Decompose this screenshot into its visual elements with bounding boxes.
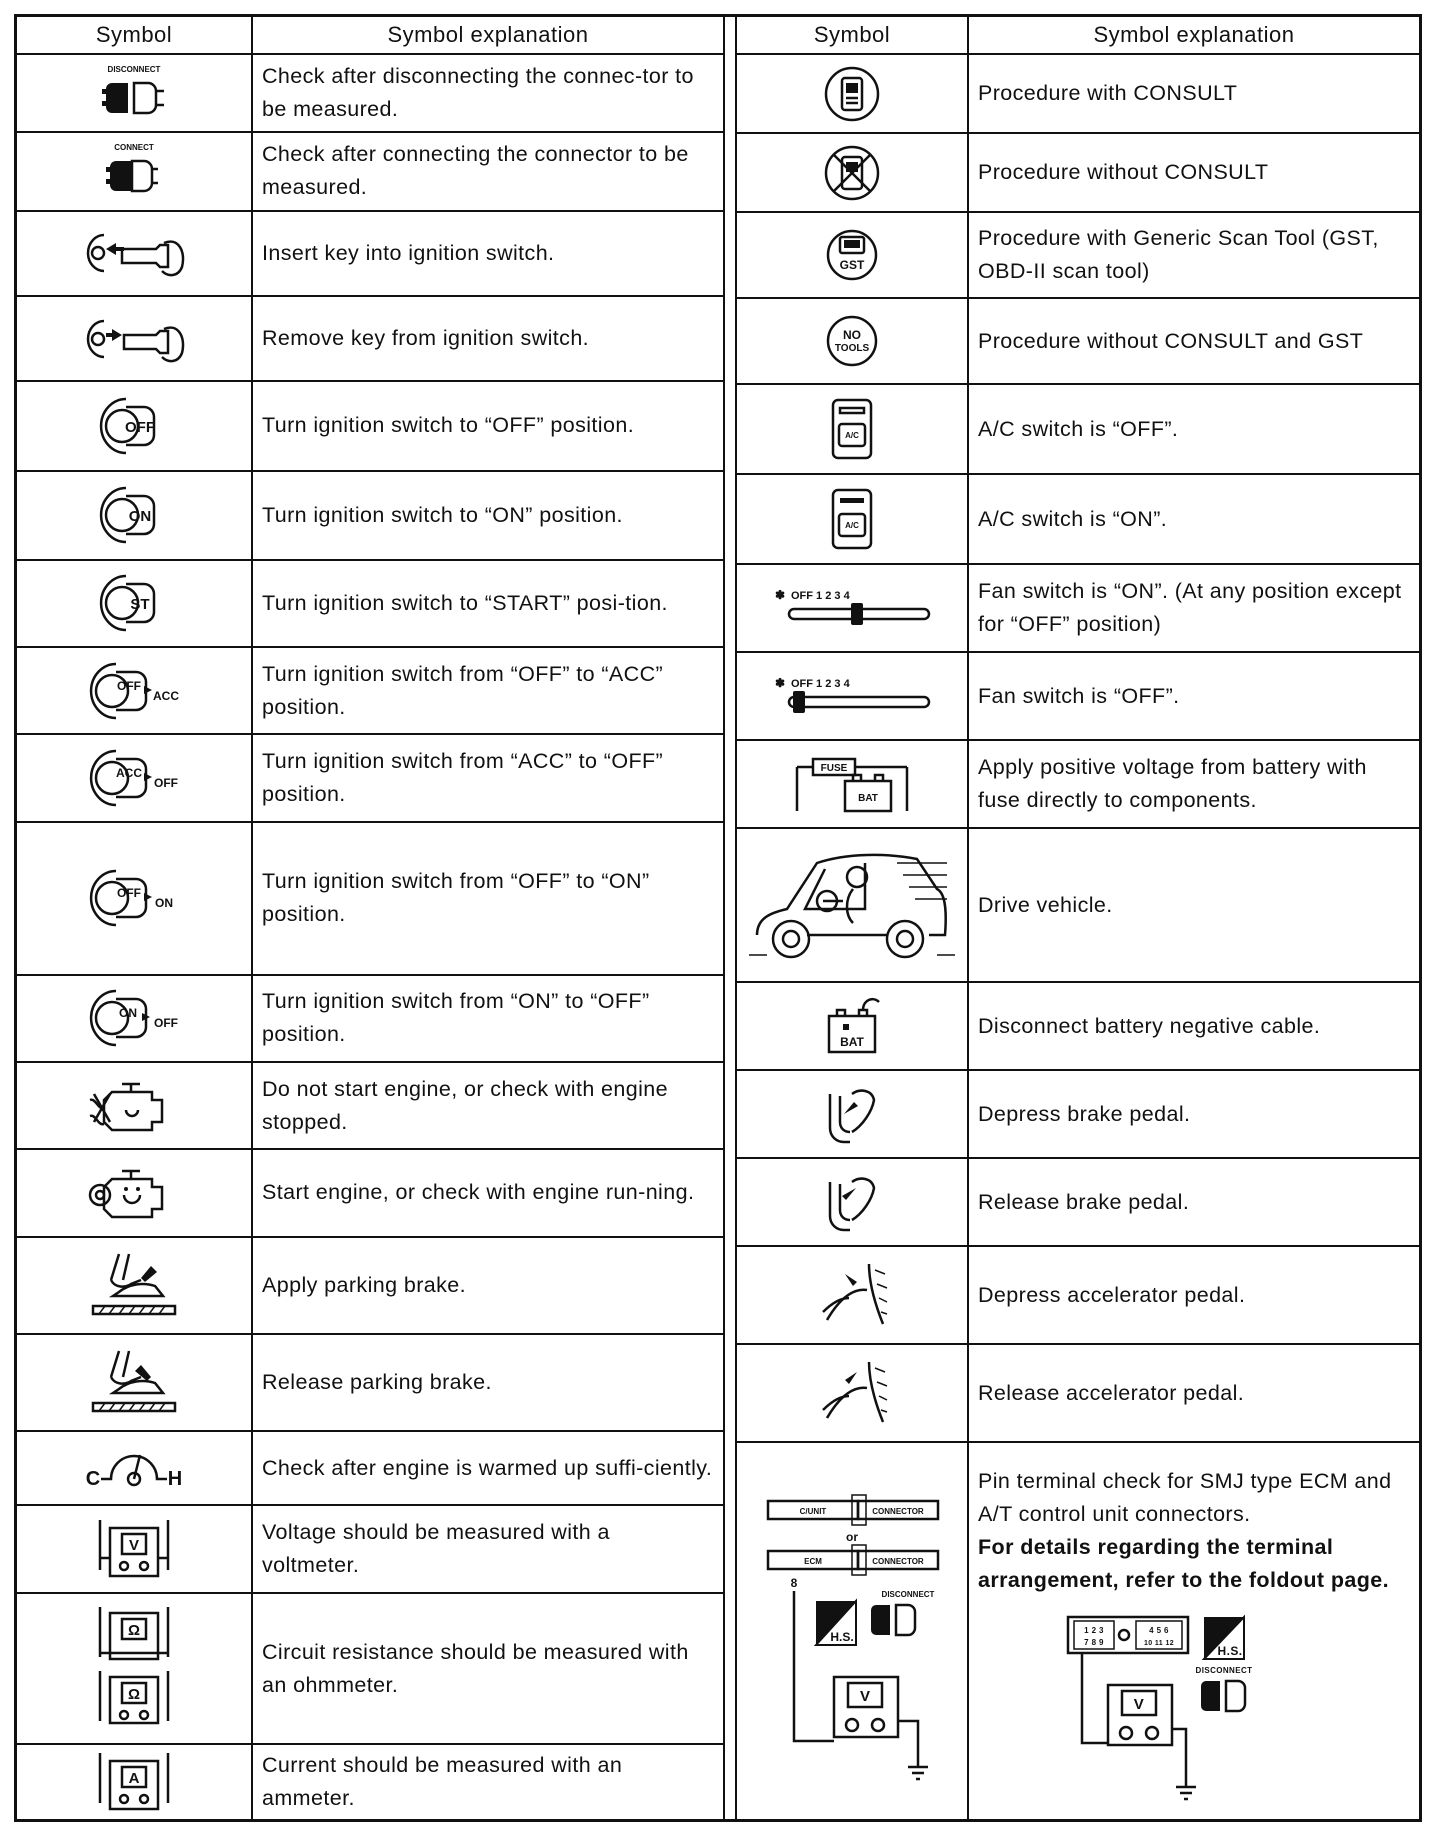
svg-text:TOOLS: TOOLS — [834, 343, 870, 354]
svg-text:FUSE: FUSE — [820, 763, 848, 774]
ignition-off-text: Turn ignition switch to “OFF” position. — [262, 413, 635, 438]
row-drive-vehicle — [737, 829, 1419, 983]
svg-text:✽: ✽ — [775, 588, 786, 602]
ignition-on-text: Turn ignition switch to “ON” position. — [262, 502, 623, 527]
ac-off-text: A/C switch is “OFF”. — [978, 416, 1179, 441]
no-consult-icon — [737, 134, 969, 211]
row-ignition-start — [17, 561, 723, 648]
connect-text: Check after connecting the connector to be measured. — [262, 142, 689, 200]
svg-text:V: V — [859, 1688, 871, 1705]
row-fan-on — [737, 565, 1419, 653]
ignition-on-to-off-icon — [17, 976, 253, 1061]
svg-text:A/C: A/C — [845, 521, 859, 530]
warm-up-gauge-icon — [17, 1432, 251, 1506]
ignition-start-icon — [17, 561, 253, 646]
svg-text:H.S.: H.S. — [830, 1630, 854, 1644]
ignition-off-to-on-icon — [17, 823, 253, 974]
svg-text:C/UNIT: C/UNIT — [799, 1507, 827, 1516]
disconnect-battery-text: Disconnect battery negative cable. — [978, 1013, 1321, 1038]
row-engine-stopped — [17, 1063, 723, 1150]
svg-text:Ω: Ω — [127, 1685, 141, 1703]
connect-connector-icon — [17, 133, 253, 209]
apply-parking-brake-text: Apply parking brake. — [262, 1272, 466, 1297]
insert-key-text: Insert key into ignition switch. — [262, 240, 555, 265]
row-connect — [17, 133, 723, 211]
release-brake-text: Release brake pedal. — [978, 1189, 1190, 1214]
row-engine-running — [17, 1150, 723, 1237]
fan-off-text: Fan switch is “OFF”. — [978, 683, 1180, 708]
ammeter-text: Current should be measured with an ammeter. — [262, 1753, 623, 1811]
voltmeter-icon — [17, 1506, 251, 1594]
row-gst — [737, 213, 1419, 299]
row-release-brake — [737, 1159, 1419, 1247]
svg-text:OFF 1 2 3 4: OFF 1 2 3 4 — [791, 590, 850, 602]
svg-text:ACC: ACC — [116, 766, 142, 781]
fan-on-text: Fan switch is “ON”. (At any position except for “OFF” position) — [978, 579, 1402, 636]
row-depress-brake — [737, 1071, 1419, 1159]
svg-text:ON: ON — [119, 1006, 137, 1021]
no-tools-text: Procedure without CONSULT and GST — [978, 328, 1364, 353]
ammeter-icon — [17, 1745, 251, 1819]
row-pin-terminal-check — [737, 1443, 1419, 1819]
symbol-table — [14, 14, 1422, 1822]
depress-accelerator-icon — [737, 1247, 969, 1343]
svg-text:1 2 3: 1 2 3 — [1084, 1626, 1104, 1635]
with-consult-text: Procedure with CONSULT — [978, 81, 1238, 105]
right-explanation-header: Symbol explanation — [1093, 22, 1295, 47]
pin-check-bold-text: For details regarding the terminal arrangement, refer to the foldout page. — [978, 1535, 1390, 1592]
row-release-parking-brake — [17, 1335, 723, 1432]
svg-text:OFF: OFF — [154, 1016, 178, 1031]
svg-text:A: A — [128, 1770, 140, 1788]
drive-vehicle-icon — [737, 829, 969, 981]
svg-text:OFF 1 2 3 4: OFF 1 2 3 4 — [791, 678, 850, 690]
row-disconnect — [17, 55, 723, 133]
svg-text:H.S.: H.S. — [1217, 1644, 1243, 1658]
remove-key-text: Remove key from ignition switch. — [262, 326, 590, 351]
ohmmeter-text: Circuit resistance should be measured with an ohmmeter. — [262, 1639, 689, 1697]
voltmeter-text: Voltage should be measured with a voltmeter. — [262, 1520, 610, 1578]
svg-text:DISCONNECT: DISCONNECT — [107, 64, 161, 74]
left-header-row — [17, 17, 723, 55]
row-fan-off — [737, 653, 1419, 741]
disconnect-battery-icon — [737, 983, 969, 1069]
ignition-off-to-acc-icon — [17, 648, 253, 733]
row-remove-key — [17, 297, 723, 382]
row-ignition-off — [17, 382, 723, 471]
row-apply-parking-brake — [17, 1238, 723, 1335]
off-to-on-text: Turn ignition switch from “OFF” to “ON” position. — [262, 869, 650, 927]
svg-text:H: H — [167, 1468, 183, 1491]
ac-switch-off-icon — [737, 385, 969, 473]
svg-text:4 5 6: 4 5 6 — [1149, 1626, 1169, 1635]
svg-text:C: C — [85, 1468, 101, 1491]
left-symbol-header: Symbol — [17, 17, 253, 53]
ignition-on-icon — [17, 472, 253, 559]
svg-text:ON: ON — [155, 896, 173, 911]
ac-switch-on-icon — [737, 475, 969, 563]
release-parking-brake-icon — [17, 1335, 253, 1430]
right-header-row — [737, 17, 1419, 55]
row-ac-off — [737, 385, 1419, 475]
disconnect-connector-icon — [17, 55, 253, 131]
svg-text:A/C: A/C — [845, 431, 859, 440]
ignition-off-icon — [17, 382, 253, 469]
svg-text:DISCONNECT: DISCONNECT — [881, 1590, 935, 1599]
left-explanation-header: Symbol explanation — [387, 21, 589, 47]
svg-text:ON: ON — [128, 508, 152, 526]
depress-brake-pedal-icon — [737, 1071, 969, 1157]
svg-text:✽: ✽ — [775, 676, 786, 690]
svg-text:10 11 12: 10 11 12 — [1143, 1640, 1175, 1647]
consult-icon — [737, 55, 969, 132]
row-acc-to-off — [17, 735, 723, 822]
right-table — [737, 17, 1419, 1819]
fan-switch-off-icon — [737, 653, 969, 739]
pin-check-symbol — [737, 1443, 969, 1819]
svg-text:OFF: OFF — [117, 678, 141, 693]
engine-stopped-text: Do not start engine, or check with engine stopped. — [262, 1076, 669, 1134]
combo-meter-rows — [17, 1432, 723, 1819]
row-disconnect-battery — [737, 983, 1419, 1071]
pin-check-text: Pin terminal check for SMJ type ECM and A/T control unit connectors. — [978, 1469, 1392, 1526]
remove-key-icon — [17, 297, 253, 380]
drive-vehicle-text: Drive vehicle. — [978, 892, 1113, 917]
pin-check-explanation — [969, 1443, 1419, 1819]
meter-symbols-column — [17, 1432, 253, 1819]
svg-text:OFF: OFF — [154, 776, 178, 791]
svg-text:V: V — [1133, 1696, 1145, 1713]
left-table — [17, 17, 723, 1819]
release-parking-brake-text: Release parking brake. — [262, 1369, 492, 1394]
row-without-consult — [737, 134, 1419, 213]
svg-text:CONNECT: CONNECT — [114, 143, 154, 153]
svg-text:BAT: BAT — [858, 793, 878, 804]
disconnect-text: Check after disconnecting the connec-tor to be measured. — [262, 63, 694, 121]
column-divider — [723, 17, 737, 1819]
row-off-to-acc — [17, 648, 723, 735]
release-brake-pedal-icon — [737, 1159, 969, 1245]
row-on-to-off — [17, 976, 723, 1063]
depress-accel-text: Depress accelerator pedal. — [978, 1282, 1246, 1307]
row-with-consult — [737, 55, 1419, 134]
ignition-acc-to-off-icon — [17, 735, 253, 820]
engine-running-text: Start engine, or check with engine run-ning. — [262, 1180, 695, 1205]
acc-to-off-text: Turn ignition switch from “ACC” to “OFF” position. — [262, 749, 664, 807]
without-consult-text: Procedure without CONSULT — [978, 160, 1269, 184]
svg-text:7 8 9: 7 8 9 — [1084, 1638, 1104, 1647]
svg-text:ST: ST — [130, 596, 150, 614]
insert-key-icon — [17, 212, 253, 295]
right-symbol-header: Symbol — [737, 17, 969, 53]
fan-switch-on-icon — [737, 565, 969, 651]
off-to-acc-text: Turn ignition switch from “OFF” to “ACC” position. — [262, 661, 664, 719]
row-ac-on — [737, 475, 1419, 565]
gst-icon — [737, 213, 969, 297]
svg-text:GST: GST — [839, 258, 865, 272]
release-accel-text: Release accelerator pedal. — [978, 1380, 1245, 1405]
svg-text:Ω: Ω — [127, 1621, 141, 1639]
row-off-to-on — [17, 823, 723, 976]
svg-text:BAT: BAT — [840, 1035, 864, 1049]
svg-text:ECM: ECM — [804, 1557, 822, 1566]
warm-up-text: Check after engine is warmed up suffi-ciently. — [262, 1455, 713, 1480]
on-to-off-text: Turn ignition switch from “ON” to “OFF” position. — [262, 989, 650, 1047]
svg-text:8: 8 — [790, 1576, 798, 1590]
row-release-accel — [737, 1345, 1419, 1443]
svg-text:NO: NO — [843, 328, 861, 342]
row-battery-fuse — [737, 741, 1419, 829]
row-ignition-on — [17, 472, 723, 561]
svg-text:ACC: ACC — [153, 688, 179, 703]
svg-text:CONNECTOR: CONNECTOR — [872, 1507, 924, 1516]
no-tools-icon — [737, 299, 969, 383]
depress-brake-text: Depress brake pedal. — [978, 1101, 1191, 1126]
ac-on-text: A/C switch is “ON”. — [978, 506, 1168, 531]
battery-fuse-icon — [737, 741, 969, 827]
ohmmeter-icons — [17, 1594, 251, 1745]
engine-stopped-icon — [17, 1063, 253, 1148]
release-accelerator-icon — [737, 1345, 969, 1441]
svg-text:CONNECTOR: CONNECTOR — [872, 1557, 924, 1566]
terminal-arrangement-icon — [1018, 1611, 1298, 1811]
svg-text:OFF: OFF — [117, 886, 141, 901]
engine-running-icon — [17, 1150, 253, 1235]
battery-fuse-text: Apply positive voltage from battery with fuse directly to components. — [978, 755, 1367, 812]
svg-text:or: or — [846, 1530, 858, 1544]
gst-text: Procedure with Generic Scan Tool (GST, OBD-II scan tool) — [978, 226, 1379, 283]
row-no-tools — [737, 299, 1419, 385]
svg-text:DISCONNECT: DISCONNECT — [1195, 1666, 1253, 1675]
svg-text:V: V — [128, 1537, 140, 1555]
apply-parking-brake-icon — [17, 1238, 253, 1333]
meter-texts-column — [253, 1432, 723, 1819]
ignition-start-text: Turn ignition switch to “START” posi-tion. — [262, 590, 668, 615]
svg-text:OFF: OFF — [125, 418, 155, 436]
row-depress-accel — [737, 1247, 1419, 1345]
row-insert-key — [17, 212, 723, 297]
